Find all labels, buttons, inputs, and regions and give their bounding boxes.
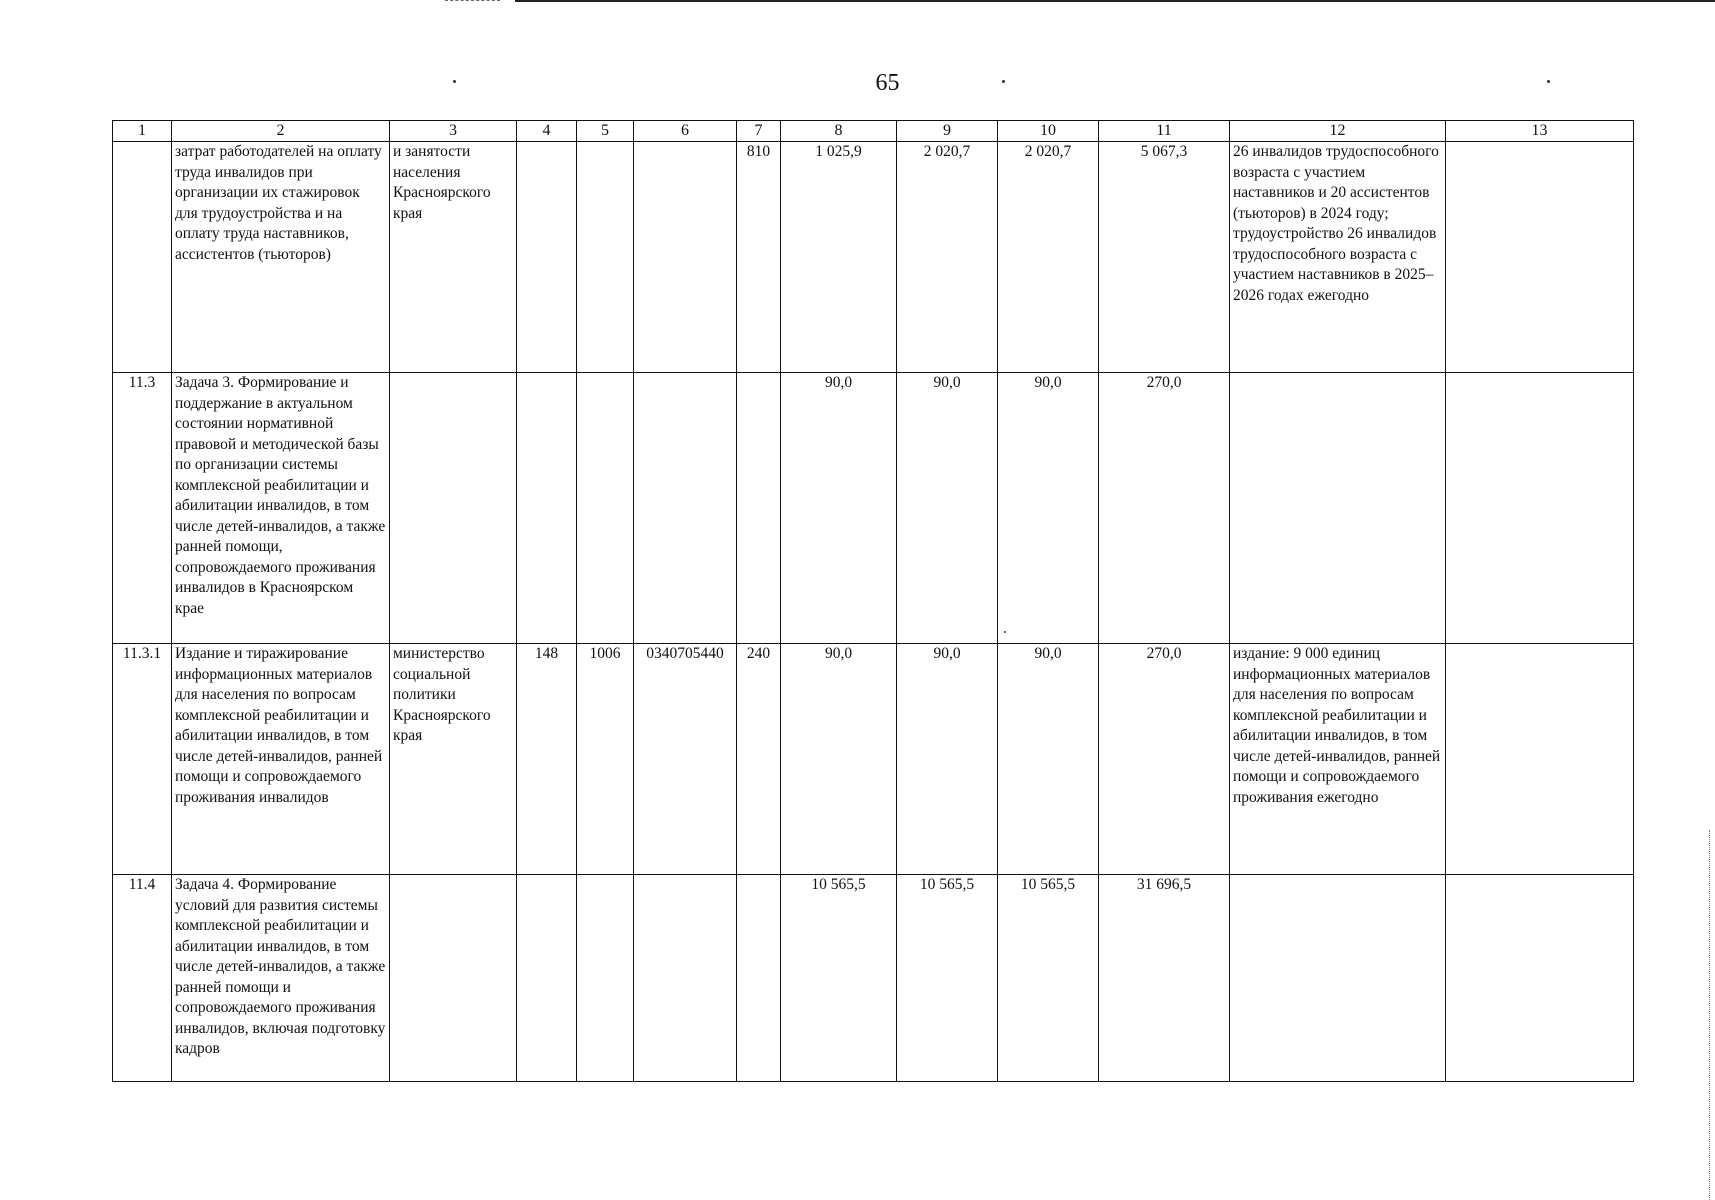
header-cell-4: 4 <box>517 121 577 142</box>
scan-edge-mark <box>445 0 500 2</box>
header-cell-7: 7 <box>737 121 781 142</box>
activity-name: затрат работодателей на оплату труда инвалидов при организации их стажировок для трудоустройства и на оплату труда наставников, ассистентов (тьюторов) <box>172 142 390 373</box>
header-cell-5: 5 <box>577 121 634 142</box>
row-number: 11.3 <box>113 373 172 644</box>
header-cell-9: 9 <box>897 121 998 142</box>
value-11: 270,0 <box>1099 644 1230 875</box>
table-row <box>113 875 1634 1082</box>
header-cell-2: 2 <box>172 121 390 142</box>
value-10: 2 020,7 <box>998 142 1099 373</box>
expected-result <box>1230 875 1446 1082</box>
code-7: 240 <box>737 644 781 875</box>
header-cell-13: 13 <box>1446 121 1634 142</box>
code-4 <box>517 373 577 644</box>
value-11: 31 696,5 <box>1099 875 1230 1082</box>
code-4: 148 <box>517 644 577 875</box>
code-7: 810 <box>737 142 781 373</box>
value-10: 10 565,5 <box>998 875 1099 1082</box>
code-4 <box>517 875 577 1082</box>
code-5 <box>577 373 634 644</box>
value-8: 10 565,5 <box>781 875 897 1082</box>
code-7 <box>737 875 781 1082</box>
header-cell-8: 8 <box>781 121 897 142</box>
value-8: 90,0 <box>781 644 897 875</box>
row-number <box>113 142 172 373</box>
code-7 <box>737 373 781 644</box>
value-11: 5 067,3 <box>1099 142 1230 373</box>
expected-result <box>1230 373 1446 644</box>
responsible-executor: министерство социальной политики Красноярского края <box>390 644 517 875</box>
code-5: 1006 <box>577 644 634 875</box>
scan-right-edge <box>1709 830 1711 1200</box>
column-13 <box>1446 373 1634 644</box>
expected-result: издание: 9 000 единиц информационных материалов для населения по вопросам комплексной реабилитации и абилитации инвалидов, в том числе детей-инвалидов, ранней помощи и сопровождаемого проживания ежегодно <box>1230 644 1446 875</box>
code-6 <box>634 373 737 644</box>
table-row <box>113 142 1634 373</box>
responsible-executor <box>390 875 517 1082</box>
header-cell-1: 1 <box>113 121 172 142</box>
page-number: 65 <box>875 70 900 96</box>
code-5 <box>577 875 634 1082</box>
code-6 <box>634 875 737 1082</box>
row-number: 11.3.1 <box>113 644 172 875</box>
table-row <box>113 644 1634 875</box>
value-10: 90,0 <box>998 373 1099 644</box>
row-number: 11.4 <box>113 875 172 1082</box>
value-9: 10 565,5 <box>897 875 998 1082</box>
column-13 <box>1446 875 1634 1082</box>
value-11: 270,0 <box>1099 373 1230 644</box>
program-activities-table <box>112 120 1634 1082</box>
responsible-executor <box>390 373 517 644</box>
expected-result: 26 инвалидов трудоспособного возраста с участием наставников и 20 ассистентов (тьюторов) в 2024 году; трудоустройство 26 инвалидов трудоспособного возраста с участием наставников в 2025–2026 годах ежегодно <box>1230 142 1446 373</box>
column-13 <box>1446 142 1634 373</box>
code-5 <box>577 142 634 373</box>
value-8: 90,0 <box>781 373 897 644</box>
column-13 <box>1446 644 1634 875</box>
activity-name: Задача 4. Формирование условий для развития системы комплексной реабилитации и абилитации инвалидов, в том числе детей-инвалидов, а также ранней помощи и сопровождаемого проживания инвалидов, включая подготовку кадров <box>172 875 390 1082</box>
table-row <box>113 373 1634 644</box>
header-cell-6: 6 <box>634 121 737 142</box>
value-8: 1 025,9 <box>781 142 897 373</box>
responsible-executor: и занятости населения Красноярского края <box>390 142 517 373</box>
scan-top-border <box>515 0 1715 2</box>
activity-name: Издание и тиражирование информационных материалов для населения по вопросам комплексной реабилитации и абилитации инвалидов, в том числе детей-инвалидов, ранней помощи и сопровождаемого проживания инвалидов <box>172 644 390 875</box>
header-row <box>113 121 1634 142</box>
value-9: 90,0 <box>897 644 998 875</box>
value-9: 90,0 <box>897 373 998 644</box>
header-cell-3: 3 <box>390 121 517 142</box>
header-cell-12: 12 <box>1230 121 1446 142</box>
code-4 <box>517 142 577 373</box>
value-9: 2 020,7 <box>897 142 998 373</box>
code-6: 0340705440 <box>634 644 737 875</box>
value-10: 90,0 <box>998 644 1099 875</box>
activity-name: Задача 3. Формирование и поддержание в актуальном состоянии нормативной правовой и методической базы по организации системы комплексной реабилитации и абилитации инвалидов, в том числе детей-инвалидов, а также ранней помощи, сопровождаемого проживания инвалидов в Красноярском крае <box>172 373 390 644</box>
header-cell-11: 11 <box>1099 121 1230 142</box>
code-6 <box>634 142 737 373</box>
header-cell-10: 10 <box>998 121 1099 142</box>
